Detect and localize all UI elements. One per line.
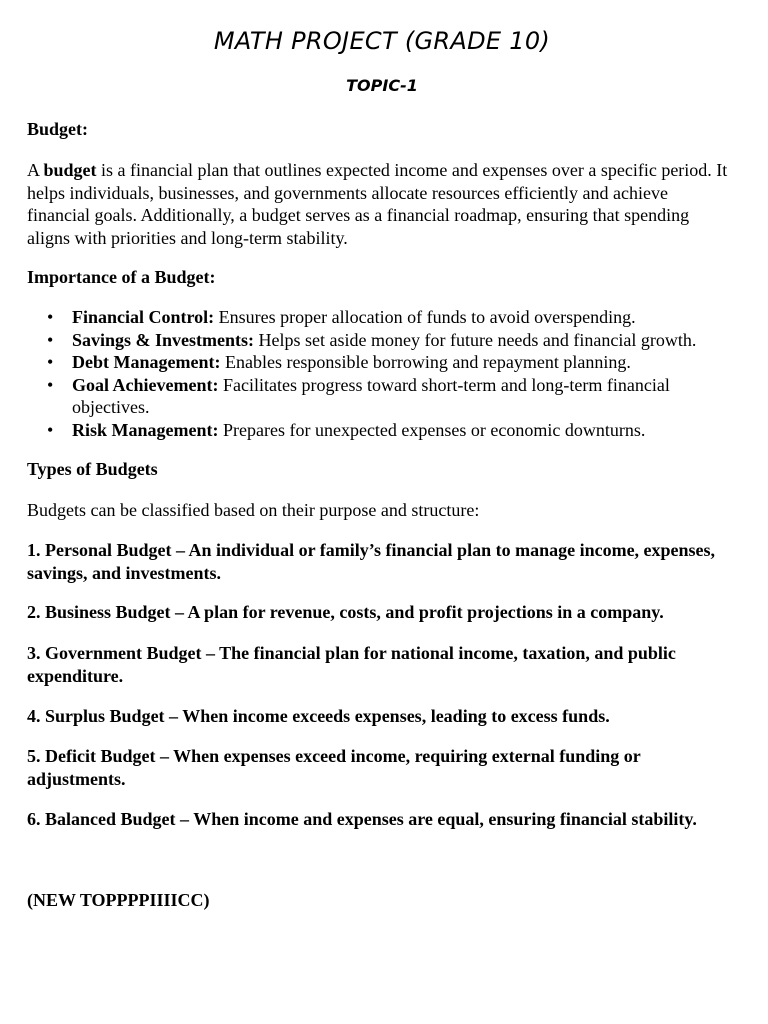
budget-type-item: 5. Deficit Budget – When expenses exceed income, requiring external funding or adjustments. bbox=[27, 746, 641, 789]
bullet-icon: • bbox=[47, 329, 54, 350]
types-intro: Budgets can be classified based on their purpose and structure: bbox=[27, 500, 480, 520]
bullet-icon: • bbox=[47, 419, 54, 440]
importance-text: Enables responsible borrowing and repayment planning. bbox=[220, 352, 631, 372]
importance-term: Debt Management: bbox=[72, 352, 221, 372]
document-title: MATH PROJECT (GRADE 10) bbox=[213, 27, 551, 55]
budget-type-item: 3. Government Budget – The financial plan for national income, taxation, and public expenditure. bbox=[27, 643, 676, 686]
intro-rest: is a financial plan that outlines expected income and expenses over a specific period. It helps individuals, businesses, and governments allocate resources efficiently and achieve financial goals. Additionally, a budget serves as a financial roadmap, ensuring that spending aligns with priorities and long-term stability. bbox=[27, 160, 728, 248]
importance-text: Helps set aside money for future needs and financial growth. bbox=[254, 329, 697, 350]
importance-list bbox=[27, 306, 732, 441]
types-heading: Types of Budgets bbox=[27, 459, 158, 479]
intro-bold-term: budget bbox=[43, 160, 97, 180]
importance-text: Prepares for unexpected expenses or economic downturns. bbox=[218, 419, 646, 440]
importance-heading: Importance of a Budget: bbox=[27, 267, 216, 287]
importance-text: Ensures proper allocation of funds to avoid overspending. bbox=[214, 307, 636, 327]
importance-item bbox=[27, 419, 732, 442]
budget-type-item: 2. Business Budget – A plan for revenue, costs, and profit projections in a company. bbox=[27, 602, 664, 622]
importance-item bbox=[27, 306, 732, 329]
budget-heading: Budget: bbox=[27, 119, 89, 139]
budget-type-item: 1. Personal Budget – An individual or family’s financial plan to manage income, expenses, savings, and investments. bbox=[27, 540, 716, 583]
importance-text: Facilitates progress toward short-term and long-term financial objectives. bbox=[72, 374, 670, 417]
bullet-icon: • bbox=[47, 307, 54, 327]
importance-term: Savings & Investments: bbox=[72, 329, 255, 350]
budget-intro-paragraph bbox=[27, 159, 732, 249]
importance-item bbox=[27, 351, 732, 374]
intro-prefix: A bbox=[27, 160, 44, 180]
bullet-icon: • bbox=[47, 352, 54, 372]
importance-term: Financial Control: bbox=[72, 307, 215, 327]
new-topic-heading: (NEW TOPPPPIIIICC) bbox=[27, 890, 210, 910]
bullet-icon: • bbox=[47, 374, 54, 395]
budget-type-item: 4. Surplus Budget – When income exceeds expenses, leading to excess funds. bbox=[27, 706, 610, 726]
budget-type-item: 6. Balanced Budget – When income and expenses are equal, ensuring financial stability. bbox=[27, 809, 697, 829]
importance-item bbox=[27, 329, 732, 352]
importance-item bbox=[27, 374, 732, 419]
topic-subtitle: TOPIC-1 bbox=[346, 76, 418, 95]
importance-term: Risk Management: bbox=[72, 419, 219, 440]
importance-term: Goal Achievement: bbox=[72, 374, 219, 395]
